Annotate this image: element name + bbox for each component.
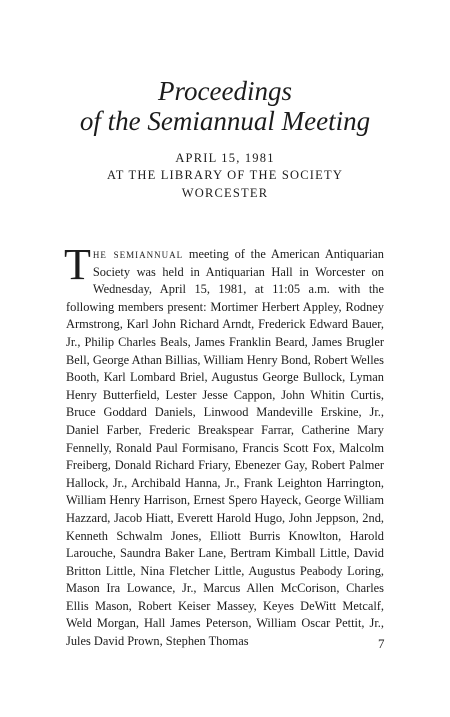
page-number: 7 [378, 636, 385, 651]
meeting-place: AT THE LIBRARY OF THE SOCIETY [106, 168, 344, 182]
body-text: meeting of the American Antiquarian Society was held in Antiquarian Hall in Worcester on Wednesday, April 15, 1981, at 11:05 a.m. with the following members present: Mortimer Herbert Appley, Rodney Armstrong, Karl John Richard Arndt, Frederick Edward Bauer, Jr., Philip Charles Beals, James Franklin Beard, James Brugler Bell, George Athan Billias, William Henry Bond, Robert Welles Booth, Karl Lombard Briel, Augustus George Bullock, Lyman Henry Butterfield, Lester Jesse Cappon, John Whitin Curtis, Bruce Goddard Daniels, Linwood Mandeville Erskine, Jr., Daniel Farber, Frederic Breakspear Farrar, Catherine Mary Fennelly, Ronald Paul Formisano, Francis Scott Fox, Malcolm Freiberg, Donald Richard Friary, Ebenezer Gay, Robert Palmer Hallock, Jr., Archibald Hanna, Jr., Frank Leighton Harrington, William Henry Harrison, Ernest Spero Hayeck, George William Hazzard, Jacob Hiatt, Everett Harold Hugo, John Jeppson, 2nd, Kenneth Schwalm Jones, Elliott Burris Knowlton, Harold Larouche, Saundra Baker Lane, Bertram Kimball Little, David Britton Little, Nina Fletcher Little, Augustus Peabody Loring, Mason Ira Lowance, Jr., Marcus Allen McCorison, Charles Ellis Mason, Robert Keiser Massey, Keyes DeWitt Metcalf, Weld Morgan, Hall James Peterson, William Oscar Pettit, Jr., Jules David Prown, Stephen Thomas [66, 247, 384, 649]
opening-small-caps: he semiannual [92, 247, 184, 261]
meeting-date: APRIL 15, 1981 [175, 151, 275, 165]
meeting-city: WORCESTER [181, 186, 269, 200]
body-paragraph [64, 240, 384, 651]
title-line-2: of the Semiannual Meeting [79, 106, 371, 136]
drop-cap: T [64, 240, 91, 289]
title-line-1: Proceedings [158, 76, 292, 106]
